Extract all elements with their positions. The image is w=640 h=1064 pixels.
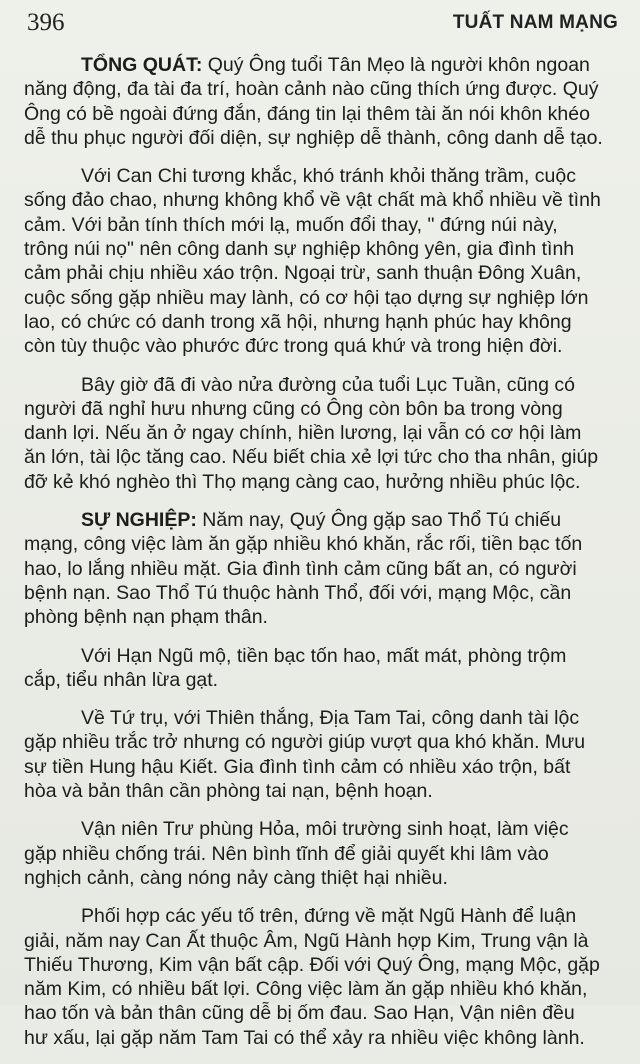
text-line: hòa và bản thân cần phòng tai nạn, bệnh hoạn. (24, 780, 433, 803)
text-line: giải, năm nay Can Ất thuộc Âm, Ngũ Hành hợp Kim, Trung vận là (24, 929, 589, 952)
text-line: TỔNG QUÁT: Quý Ông tuổi Tân Mẹo là người khôn ngoan (81, 54, 590, 76)
text-line: Vận niên Trư phùng Hỏa, môi trường sinh hoạt, làm việc (81, 818, 569, 841)
text-line: dễ thu phục người đối diện, sự nghiệp dễ thành, công danh dễ tạo. (24, 126, 603, 149)
text-line: cảm. Với bản tính thích mới lạ, muốn đổi thay, " đứng núi này, (24, 213, 558, 236)
paragraph (24, 706, 622, 803)
text-line: năng động, đa tài đa trí, hoàn cảnh nào cũng thích ứng được. Quý (24, 78, 599, 101)
text-line: Ông có bề ngoài đứng đắn, đáng tin lại thêm tài ăn nói khôn khéo (24, 102, 590, 125)
text-line: Thiếu Thương, Kim vận bất cập. Đối với Quý Ông, mạng Mộc, gặp (24, 953, 600, 976)
text-line: Với Can Chi tương khắc, khó tránh khỏi thăng trầm, cuộc (81, 165, 576, 188)
paragraph (24, 904, 622, 1050)
text-line: sống đảo chao, nhưng không khổ về vật chất mà khổ nhiều về tình (24, 189, 601, 212)
text-line: nghịch cảnh, càng nóng nảy càng thiệt hại nhiều. (24, 866, 448, 889)
text-line: mạng, công việc làm ăn gặp nhiều khó khăn, rắc rối, tiền bạc tốn (24, 533, 583, 556)
text-line: gặp nhiều chống trái. Nên bình tĩnh để giải quyết khi lâm vào (24, 842, 549, 865)
page-number: 396 (27, 9, 65, 36)
text-line: Về Tứ trụ, với Thiên thắng, Địa Tam Tai, công danh tài lộc (81, 707, 580, 730)
paragraph-tong-quat (24, 53, 622, 150)
text-line: SỰ NGHIỆP: Năm nay, Quý Ông gặp sao Thổ Tú chiếu (81, 509, 562, 532)
text-line: danh lợi. Nếu ăn ở ngay chính, hiền lương, lại vẫn có cơ hội làm (24, 422, 582, 445)
text-line: Phối hợp các yếu tố trên, đứng về mặt Ngũ Hành để luận (81, 905, 577, 928)
text-line: Bây giờ đã đi vào nửa đường của tuổi Lục Tuần, cũng có (81, 373, 575, 396)
text-line: lao, có chức có danh trong xã hội, nhưng hạnh phúc hay không (24, 310, 572, 333)
text-line: hư xấu, lại gặp năm Tam Tai có thể xảy ra nhiều việc không lành. (24, 1026, 585, 1049)
text-line: hao tốn và bản thân cũng dễ bị ốm đau. Sao Hạn, Vận niên đều (24, 1002, 575, 1025)
text-line: Với Hạn Ngũ mộ, tiền bạc tốn hao, mất mát, phòng trộm (81, 644, 567, 667)
paragraph (24, 164, 622, 358)
body-text (24, 53, 622, 1064)
text-line: gặp nhiều trắc trở nhưng có người giúp vượt qua khó khăn. Mưu (24, 731, 586, 754)
text-line: bệnh nạn. Sao Thổ Tú thuộc hành Thổ, đối với, mạng Mộc, cần (24, 581, 572, 604)
text-line: ăn lớn, tài lộc tăng cao. Nếu biết chia xẻ lợi tức cho tha nhân, giúp (24, 446, 599, 469)
paragraph (24, 817, 622, 890)
text-line: cảm phải chịu nhiều xáo trộn. Ngoại trừ, sanh thuận Đông Xuân, (24, 262, 582, 285)
section-heading-tong-quat: TỔNG QUÁT: (81, 54, 203, 76)
text-line: hao, lo lắng nhiều mặt. Gia đình tình cảm cũng bất an, có người (24, 557, 577, 580)
text-line: cắp, tiểu nhân lừa gạt. (24, 668, 219, 691)
section-heading-su-nghiep: SỰ NGHIỆP: (81, 509, 197, 532)
paragraph (24, 373, 622, 494)
text-line: năm Kim, có nhiều bất lợi. Công việc làm ăn gặp nhiều khó khăn, (24, 978, 588, 1001)
text-line: phòng bệnh nạn phạm thân. (24, 606, 268, 629)
text-line: còn tùy thuộc vào phước đức trong quá khứ và trong hiện đời. (24, 335, 563, 358)
paragraph-su-nghiep (24, 508, 622, 629)
text-line: trông núi nọ" nên công danh sự nghiệp không yên, gia đình tình (24, 238, 575, 261)
text-line: người đã nghỉ hưu nhưng cũng có Ông còn bôn ba trong vòng (24, 397, 563, 420)
text-line: đỡ kẻ khó nghèo thì Thọ mạng càng cao, hưởng nhiều phúc lộc. (24, 470, 581, 493)
paragraph (24, 644, 622, 693)
page-header (27, 8, 618, 38)
text-line: sự tiền Hung hậu Kiết. Gia đình tình cảm có nhiều xáo trộn, bất (24, 755, 571, 778)
text-line: cuộc sống gặp nhiều may lành, có cơ hội tạo dựng sự nghiệp lớn (24, 286, 589, 309)
running-title: TUẤT NAM MẠNG (452, 12, 618, 33)
